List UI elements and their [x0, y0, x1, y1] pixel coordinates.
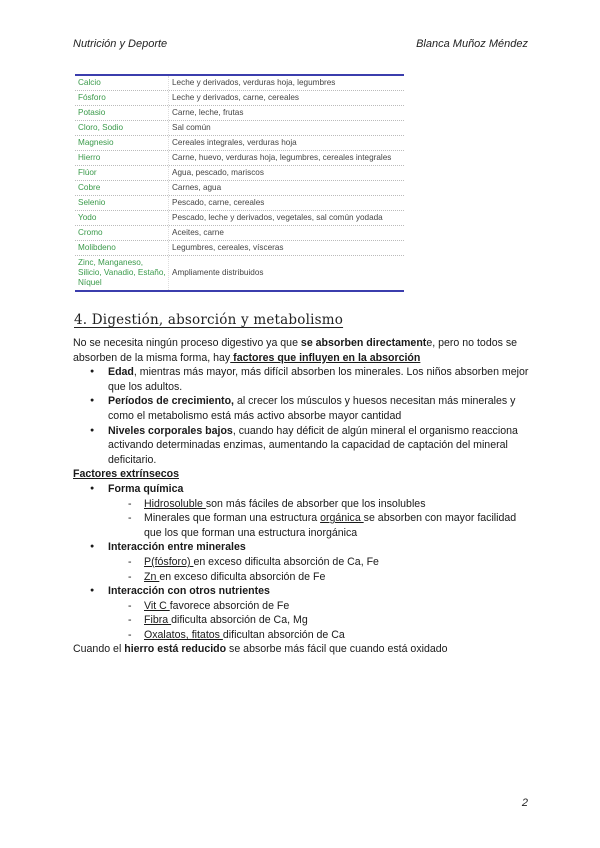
header-right: Blanca Muñoz Méndez [416, 38, 528, 50]
sub-item [144, 570, 533, 585]
mineral-cell: Hierro [75, 151, 169, 165]
mineral-cell: Potasio [75, 106, 169, 120]
header-left: Nutrición y Deporte [73, 38, 168, 50]
document-body [73, 336, 533, 657]
factor-text: al crecer los músculos y huesos necesitan más minerales y como el metabolismo está más activo absorbe mayor cantidad [108, 395, 516, 422]
sub-item-text: en exceso dificulta absorción de Ca, Fe [193, 555, 379, 568]
sub-item-key: Oxalatos, fitatos [144, 628, 223, 641]
sources-cell: Pescado, carne, cereales [172, 198, 265, 207]
sub-list [108, 599, 533, 643]
mineral-cell: Fósforo [75, 91, 169, 105]
sources-cell: Agua, pescado, mariscos [172, 168, 264, 177]
sub-item-key: Zn [144, 570, 160, 583]
factor-title: Edad [108, 366, 134, 379]
sub-item-text: dificulta absorción de Ca, Mg [171, 614, 308, 627]
table-row [75, 241, 404, 256]
sub-item-key: orgánica [320, 512, 364, 525]
closing-text: se absorbe más fácil que cuando está oxidado [226, 643, 448, 656]
closing-bold: hierro está reducido [124, 643, 227, 656]
sub-item [144, 628, 533, 643]
sub-item-key: Hidrosoluble [144, 497, 206, 510]
sources-cell: Sal común [172, 123, 211, 132]
intro-text: No se necesita ningún proceso digestivo ya que [73, 337, 301, 349]
mineral-cell: Cromo [75, 226, 169, 240]
intro-paragraph [73, 336, 533, 365]
table-row [75, 181, 404, 196]
extrinsic-factors-list [73, 482, 533, 643]
list-item [108, 584, 533, 642]
sub-item [144, 497, 533, 512]
table-row [75, 91, 404, 106]
mineral-cell: Molibdeno [75, 241, 169, 255]
intro-bold: se absorben directament [300, 337, 427, 349]
sub-item-text: dificultan absorción de Ca [222, 628, 345, 641]
sub-item-text: Minerales que forman una estructura [144, 512, 321, 525]
closing-paragraph [73, 642, 533, 657]
factor-title: Interacción con otros nutrientes [108, 585, 270, 598]
factor-title: Niveles corporales bajos [108, 424, 233, 437]
sub-item-text: en exceso dificulta absorción de Fe [159, 570, 326, 583]
sub-item-text: se absorben con mayor facilidad que los que forman una estructura inorgánica [144, 512, 517, 539]
factor-title: Forma química [108, 482, 184, 495]
intrinsic-factors-list [73, 365, 533, 467]
sources-cell: Pescado, leche y derivados, vegetales, sal común yodada [172, 213, 383, 222]
table-row [75, 106, 404, 121]
section-title: 4. Digestión, absorción y metabolismo [74, 312, 344, 328]
intro-bold-underlined: factores que influyen en la absorción [230, 351, 421, 364]
sources-cell: Legumbres, cereales, vísceras [172, 243, 284, 252]
table-row [75, 151, 404, 166]
list-item [108, 482, 533, 540]
sub-item-text: son más fáciles de absorber que los insolubles [205, 497, 426, 510]
table-row [75, 256, 404, 290]
sub-item [144, 555, 533, 570]
table-row [75, 76, 404, 91]
closing-text: Cuando el [73, 643, 125, 656]
sources-cell: Leche y derivados, verduras hoja, legumbres [172, 78, 336, 87]
sub-item [144, 613, 533, 628]
sub-item-key: P(fósforo) [144, 555, 194, 568]
factor-text: , cuando hay déficit de algún mineral el organismo reacciona activando determinadas enzimas, aumentando la capacidad de captación del mineral deficitario. [108, 424, 518, 466]
sub-list [108, 555, 533, 584]
sub-item-text: favorece absorción de Fe [169, 599, 290, 612]
list-item [108, 540, 533, 584]
factor-text: , mientras más mayor, más difícil absorben los minerales. Los niños absorben mejor que los adultos. [108, 366, 529, 393]
table-row [75, 136, 404, 151]
sources-cell: Aceites, carne [172, 228, 224, 237]
sources-cell: Leche y derivados, carne, cereales [172, 93, 299, 102]
table-row [75, 226, 404, 241]
list-item [108, 365, 533, 394]
mineral-cell: Flúor [75, 166, 169, 180]
mineral-cell: Cloro, Sodio [75, 121, 169, 135]
sub-item-key: Vit C [144, 599, 170, 612]
sub-list [108, 497, 533, 541]
list-item [108, 424, 533, 468]
table-row [75, 196, 404, 211]
sub-item-key: Fibra [144, 614, 172, 627]
list-item [108, 394, 533, 423]
mineral-cell: Zinc, Manganeso, Silicio, Vanadio, Estaño, Níquel [75, 256, 169, 290]
mineral-cell: Selenio [75, 196, 169, 210]
sources-cell: Carne, leche, frutas [172, 108, 244, 117]
sources-cell: Cereales integrales, verduras hoja [172, 138, 297, 147]
mineral-cell: Calcio [75, 76, 169, 90]
table-row [75, 121, 404, 136]
intro-text: e, pero no todos se absorben de la misma forma, hay [73, 337, 518, 364]
sub-item [144, 511, 533, 540]
sources-cell: Carne, huevo, verduras hoja, legumbres, cereales integrales [172, 153, 392, 162]
mineral-cell: Yodo [75, 211, 169, 225]
factor-title: Interacción entre minerales [108, 541, 246, 554]
factor-title: Períodos de crecimiento, [108, 395, 234, 408]
extrinsic-heading: Factores extrínsecos [73, 468, 179, 481]
mineral-cell: Magnesio [75, 136, 169, 150]
sources-cell: Carnes, agua [172, 183, 222, 192]
sources-cell: Ampliamente distribuidos [172, 268, 264, 277]
sub-item [144, 599, 533, 614]
page-number: 2 [521, 797, 528, 809]
table-row [75, 211, 404, 226]
minerals-table [75, 74, 404, 292]
mineral-cell: Cobre [75, 181, 169, 195]
table-row [75, 166, 404, 181]
